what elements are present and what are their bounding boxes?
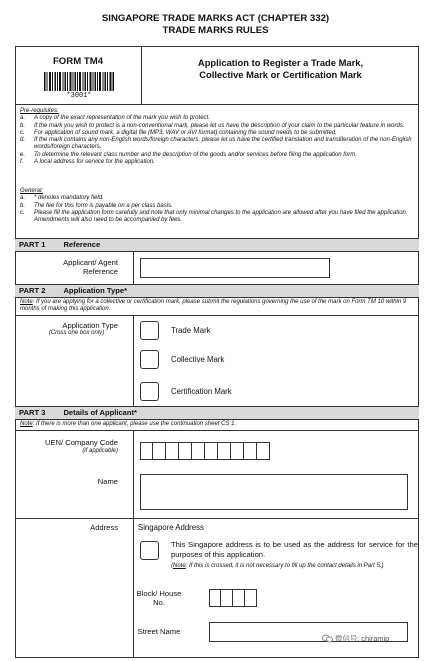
instruction-key: b. <box>20 122 26 129</box>
form-number: FORM TM4 <box>52 56 104 67</box>
uen-hint: (if applicable) <box>82 448 118 454</box>
form-header-bottom <box>15 104 419 105</box>
checkbox-collective-mark[interactable] <box>140 350 159 369</box>
option-trade-mark-label: Trade Mark <box>171 326 211 335</box>
address-for-service-note: (Note: If this is crossed, it is not necessary to fill up the contact details in Part 5.) <box>171 563 384 569</box>
application-type-hint: (Cross one box only) <box>48 330 105 336</box>
checkbox-trade-mark[interactable] <box>140 321 159 340</box>
block-house-input[interactable] <box>209 589 257 607</box>
instruction-text: For application of sound mark, a digital file (MP3, WAV or AVI format) containing the sound needs to be submitted. <box>34 129 337 136</box>
general-block: General: a. * denotes mandatory field. b. The fee for this form is payable on a per class basis. c. Please fill the application form carefully and note that only minimal changes to the application are allowed after you have filed the application. Amendments will also need to be accompanied by fees. <box>20 188 416 224</box>
instruction-text: A local address for service for the application. <box>34 159 155 166</box>
instruction-item <box>20 152 416 159</box>
rules-title: TRADE MARKS RULES <box>162 25 269 36</box>
instruction-text: Please fill the application form carefully and note that only minimal changes to the application are allowed after you have filed the application. Amendments will also need to be accompanied by fees. <box>34 209 408 224</box>
wechat-icon <box>322 634 333 643</box>
instruction-key: a. <box>20 195 26 202</box>
part1-divider <box>133 252 134 284</box>
instruction-text: A copy of the exact representation of the mark you wish to protect. <box>34 115 210 122</box>
instruction-key: b. <box>20 202 26 209</box>
instruction-item <box>20 137 416 152</box>
prerequisites-list <box>20 115 416 166</box>
instruction-item <box>20 210 416 225</box>
act-title: SINGAPORE TRADE MARKS ACT (CHAPTER 332) <box>101 13 330 24</box>
instruction-key: e. <box>20 151 26 158</box>
instruction-item <box>20 159 416 166</box>
instruction-item <box>20 130 416 137</box>
part2-header: PART 2 Application Type* <box>15 284 419 298</box>
instruction-item <box>20 203 416 210</box>
instruction-item <box>20 195 416 202</box>
name-label: Name <box>97 477 118 486</box>
form-title: Application to Register a Trade Mark, Collective Mark or Certification Mark <box>197 57 364 80</box>
reference-input[interactable] <box>140 258 330 278</box>
part3-note-rule <box>15 430 419 431</box>
watermark: 微信号: chiramip <box>322 633 389 644</box>
block-house-label: Block/ House No. <box>136 589 182 607</box>
instruction-key: c. <box>20 129 25 136</box>
name-bottom-rule <box>15 518 419 519</box>
option-collective-mark-label: Collective Mark <box>171 355 225 364</box>
prerequisites-block: Pre-requisites: a. A copy of the exact representation of the mark you wish to protect. b. If the mark you wish to protect is a non-conventional mark, please let us have the description of your claim to the particular feature in words. c. For application of sound mark, a digital file (MP3, WAV or AVI format) containing the sound needs to be submitted. d. If the mark contains any non-English words/foreign characters, please let us have the certified translation and transliteration of the non-English words/foreign characters. e. To determine the relevant class number and the description of the goods and/or services before filing the application form. f. A local address for service for the application. <box>20 108 416 166</box>
uen-label: UEN/ Company Code <box>44 438 118 447</box>
reference-label: Applicant/ Agent Reference <box>63 258 118 276</box>
part2-divider <box>133 316 134 406</box>
part3-header: PART 3 Details of Applicant* <box>15 406 419 420</box>
part2-note-rule <box>15 315 419 316</box>
application-type-label: Application Type <box>62 321 118 330</box>
uen-input[interactable] <box>140 442 270 460</box>
instruction-key: d. <box>20 137 26 144</box>
barcode-text: *3001* <box>66 92 92 100</box>
instruction-key: c. <box>20 209 25 216</box>
instruction-text: If the mark you wish to protect is a non-conventional mark, please let us have the description of your claim to the particular feature in words. <box>34 122 405 129</box>
instruction-text: If the mark contains any non-English words/foreign characters, please let us have the certified translation and transliteration of the non-English words/foreign characters. <box>34 137 412 151</box>
instruction-text: The fee for this form is payable on a per class basis. <box>34 202 173 209</box>
general-list <box>20 195 416 224</box>
checkbox-certification-mark[interactable] <box>140 382 159 401</box>
option-certification-mark-label: Certification Mark <box>171 387 232 396</box>
address-label: Address <box>90 523 118 532</box>
instruction-key: a. <box>20 115 26 122</box>
part2-note: Note: If you are applying for a collective or certification mark, please submit the regulations governing the use of the mark on Form TM 10 within 9 months of making this application. <box>20 299 407 313</box>
instruction-item <box>20 123 416 130</box>
part1-header: PART 1 Reference <box>15 238 419 252</box>
instruction-text: * denotes mandatory field. <box>34 195 104 202</box>
instruction-key: f. <box>20 159 24 166</box>
instruction-text: To determine the relevant class number and the description of the goods and/or services before filing the application form. <box>34 151 357 158</box>
instruction-item <box>20 115 416 122</box>
part3-note: Note: If there is more than one applicant, please use the continuation sheet CS 1. <box>20 421 237 427</box>
checkbox-address-for-service[interactable] <box>140 541 159 560</box>
part3-divider <box>133 431 134 658</box>
singapore-address-heading: Singapore Address <box>138 523 204 532</box>
barcode-icon <box>44 72 114 91</box>
street-name-label: Street Name <box>137 627 181 636</box>
address-for-service-text: This Singapore address is to be used as the address for service for the purposes of this application. <box>171 540 418 559</box>
name-input[interactable] <box>140 474 408 510</box>
